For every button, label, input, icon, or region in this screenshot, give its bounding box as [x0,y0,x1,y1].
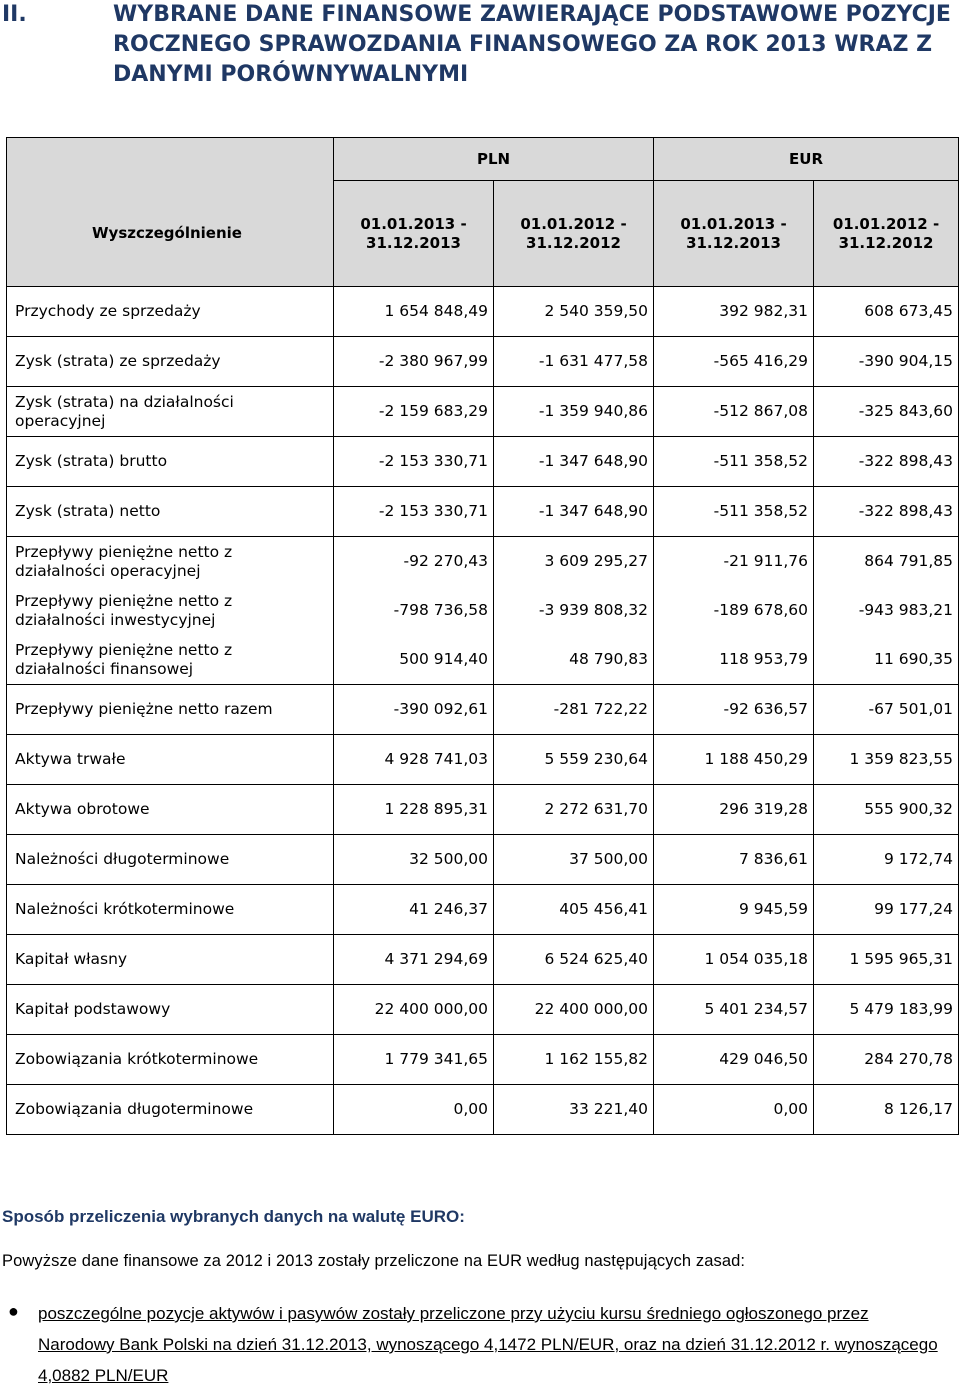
row-label: Zobowiązania długoterminowe [7,1085,334,1135]
value-cell: -2 153 330,71 [334,487,494,537]
value-cell: -512 867,08 [654,387,814,437]
value-cell: 2 272 631,70 [494,785,654,835]
value-cell: -798 736,58 [334,586,494,635]
value-cell: -281 722,22 [494,685,654,735]
value-cell: -390 904,15 [814,337,959,387]
value-cell: 1 595 965,31 [814,935,959,985]
table-row [7,337,959,387]
value-cell: -325 843,60 [814,387,959,437]
row-label: Zysk (strata) ze sprzedaży [7,337,334,387]
value-cell: 99 177,24 [814,885,959,935]
row-label: Zysk (strata) na działalności operacyjnej [7,387,334,437]
value-cell: -511 358,52 [654,487,814,537]
table-row [7,586,959,635]
value-cell: -92 636,57 [654,685,814,735]
value-cell: -1 631 477,58 [494,337,654,387]
row-label: Przepływy pieniężne netto razem [7,685,334,735]
value-cell: -1 347 648,90 [494,487,654,537]
financial-data-table [6,137,959,1135]
value-cell: 284 270,78 [814,1035,959,1085]
value-cell: 1 054 035,18 [654,935,814,985]
row-label: Kapitał podstawowy [7,985,334,1035]
value-cell: 4 928 741,03 [334,735,494,785]
value-cell: 864 791,85 [814,537,959,587]
value-cell: 6 524 625,40 [494,935,654,985]
value-cell: -943 983,21 [814,586,959,635]
value-cell: -1 347 648,90 [494,437,654,487]
value-cell: 3 609 295,27 [494,537,654,587]
row-label: Aktywa obrotowe [7,785,334,835]
value-cell: 1 188 450,29 [654,735,814,785]
value-cell: -3 939 808,32 [494,586,654,635]
currency-eur-header: EUR [654,138,959,181]
value-cell: 8 126,17 [814,1085,959,1135]
section-number: II. [2,2,27,27]
value-cell: -390 092,61 [334,685,494,735]
table-row [7,835,959,885]
value-cell: -511 358,52 [654,437,814,487]
currency-pln-header: PLN [334,138,654,181]
row-label: Zobowiązania krótkoterminowe [7,1035,334,1085]
conversion-title: Sposób przeliczenia wybranych danych na walutę EURO: [2,1207,465,1226]
value-cell: 7 836,61 [654,835,814,885]
table-row [7,985,959,1035]
value-cell: 118 953,79 [654,635,814,685]
row-label: Przepływy pieniężne netto z działalności finansowej [7,635,334,685]
conversion-bullet-text: poszczególne pozycje aktywów i pasywów zostały przeliczone przy użyciu kursu średniego ogłoszonego przez Narodowy Bank Polski na dzień 31.12.2013, wynoszącego 4,1472 PLN/EUR, oraz na dzień 31.12.2012 r. wynoszącego 4,0882 PLN/EUR [38,1304,938,1385]
row-label: Aktywa trwałe [7,735,334,785]
value-cell: 2 540 359,50 [494,287,654,337]
value-cell: 9 945,59 [654,885,814,935]
value-cell: -2 380 967,99 [334,337,494,387]
value-cell: 32 500,00 [334,835,494,885]
period-header: 01.01.2012 - 31.12.2012 [494,181,654,287]
row-label: Przepływy pieniężne netto z działalności inwestycyjnej [7,586,334,635]
value-cell: 48 790,83 [494,635,654,685]
row-label: Zysk (strata) brutto [7,437,334,487]
table-row [7,635,959,685]
value-cell: 9 172,74 [814,835,959,885]
row-label: Zysk (strata) netto [7,487,334,537]
value-cell: 5 479 183,99 [814,985,959,1035]
value-cell: 41 246,37 [334,885,494,935]
value-cell: 4 371 294,69 [334,935,494,985]
value-cell: 500 914,40 [334,635,494,685]
section-title: WYBRANE DANE FINANSOWE ZAWIERAJĄCE PODSTAWOWE POZYCJE ROCZNEGO SPRAWOZDANIA FINANSOWEGO ZA ROK 2013 WRAZ Z DANYMI PORÓWNYWALNYMI [113,2,951,87]
value-cell: -2 153 330,71 [334,437,494,487]
value-cell: -1 359 940,86 [494,387,654,437]
value-cell: 296 319,28 [654,785,814,835]
value-cell: 429 046,50 [654,1035,814,1085]
bullet-icon: ● [8,1301,19,1321]
value-cell: 5 559 230,64 [494,735,654,785]
table-row [7,685,959,735]
value-cell: 608 673,45 [814,287,959,337]
table-row [7,735,959,785]
value-cell: 392 982,31 [654,287,814,337]
value-cell: -322 898,43 [814,487,959,537]
value-cell: -21 911,76 [654,537,814,587]
table-row [7,935,959,985]
value-cell: 1 779 341,65 [334,1035,494,1085]
value-cell: 22 400 000,00 [334,985,494,1035]
row-label: Należności krótkoterminowe [7,885,334,935]
table-row [7,487,959,537]
table-row [7,1085,959,1135]
table-row [7,1035,959,1085]
period-header: 01.01.2012 - 31.12.2012 [814,181,959,287]
value-cell: 1 162 155,82 [494,1035,654,1085]
value-cell: 1 359 823,55 [814,735,959,785]
table-row [7,287,959,337]
value-cell: 405 456,41 [494,885,654,935]
value-cell: 555 900,32 [814,785,959,835]
value-cell: -322 898,43 [814,437,959,487]
period-header: 01.01.2013 - 31.12.2013 [334,181,494,287]
value-cell: -189 678,60 [654,586,814,635]
value-cell: 11 690,35 [814,635,959,685]
value-cell: 22 400 000,00 [494,985,654,1035]
row-label: Kapitał własny [7,935,334,985]
row-label: Przepływy pieniężne netto z działalności operacyjnej [7,537,334,587]
value-cell: 33 221,40 [494,1085,654,1135]
period-header-row [7,181,959,287]
period-header: 01.01.2013 - 31.12.2013 [654,181,814,287]
table-row [7,785,959,835]
value-cell: 1 654 848,49 [334,287,494,337]
value-cell: -2 159 683,29 [334,387,494,437]
currency-header-row [7,138,959,181]
value-cell: -67 501,01 [814,685,959,735]
row-label: Przychody ze sprzedaży [7,287,334,337]
value-cell: 37 500,00 [494,835,654,885]
value-cell: 1 228 895,31 [334,785,494,835]
value-cell: 5 401 234,57 [654,985,814,1035]
value-cell: -92 270,43 [334,537,494,587]
table-row [7,387,959,437]
table-row [7,437,959,487]
label-column-header: Wyszczególnienie [7,181,334,287]
value-cell: 0,00 [654,1085,814,1135]
table-row [7,537,959,587]
value-cell: 0,00 [334,1085,494,1135]
conversion-intro: Powyższe dane finansowe za 2012 i 2013 zostały przeliczone na EUR według następujących zasad: [2,1252,746,1270]
row-label: Należności długoterminowe [7,835,334,885]
table-row [7,885,959,935]
value-cell: -565 416,29 [654,337,814,387]
